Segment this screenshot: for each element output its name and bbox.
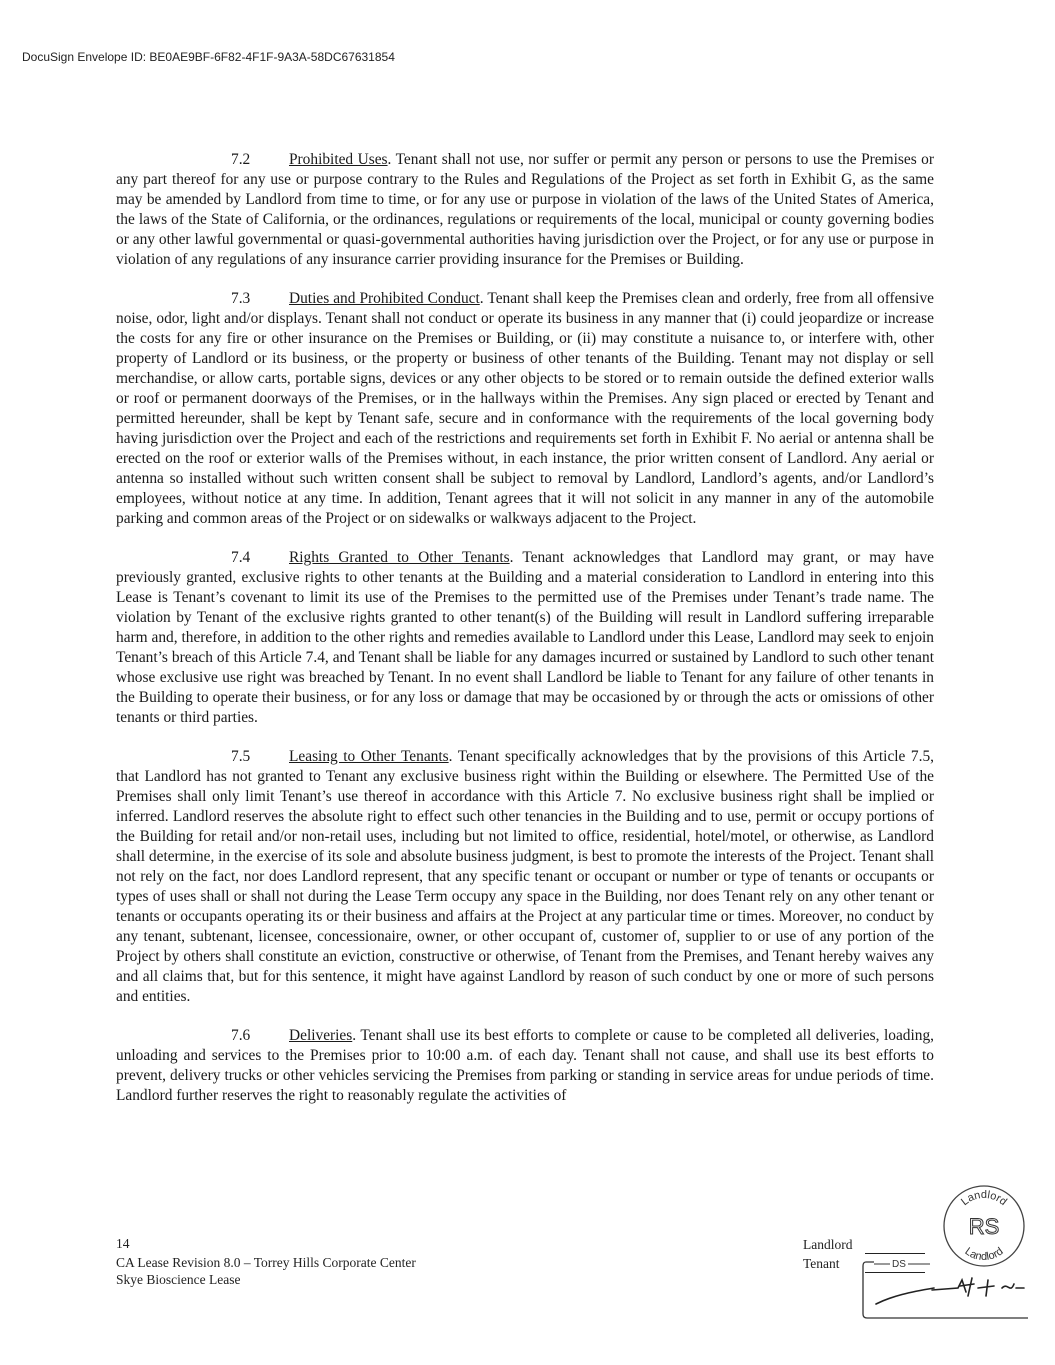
stamp-top-text: Landlord	[958, 1189, 1010, 1209]
signature-bracket	[863, 1262, 1028, 1318]
section-text: . Tenant shall keep the Premises clean and orderly, free from all offensive noise, odor, light and/or displays. Tenant shall not conduct or operate its business in any manner that (i) could jeopardize or increase the costs for any fire or other insurance on the Premises or Building, or (ii) may constitute a nuisance to, or interfere with, other property of Landlord or its business, or the property or business of other tenants of the Building. Tenant may not display or sell merchandise, or allow carts, portable signs, devices or any other objects to be stored or to remain outside the defined exterior walls or roof or permanent doorways of the Premises, or in the hallways within the Premises. Any sign placed or erected by Tenant and permitted hereunder, shall be kept by Tenant safe, secure and in conformance with the requirements of the local governing body having jurisdiction over the Project and each of the restrictions and requirements set forth in Exhibit F. No aerial or antenna shall be erected on the roof or exterior walls of the Premises without, in each instance, the prior written consent of Landlord. Any aerial or antenna so installed without such written consent shall be subject to removal by Landlord, Landlord’s agents, and/or Landlord’s employees, without notice at any time. In addition, Tenant agrees that it will not solicit in any manner in any of the automobile parking and common areas of the Project or on sidewalks or walkways adjacent to the Project.	[116, 290, 934, 527]
section-number: 7.5	[231, 748, 251, 765]
section-number: 7.4	[231, 549, 251, 566]
tenant-label: Tenant	[803, 1256, 840, 1271]
page-footer	[116, 1235, 416, 1288]
lease-name: Skye Bioscience Lease	[116, 1272, 241, 1287]
section-7-5	[116, 747, 934, 1007]
section-number: 7.3	[231, 290, 251, 307]
signature-box-label: DS	[892, 1259, 906, 1270]
lease-revision: CA Lease Revision 8.0 – Torrey Hills Corporate Center	[116, 1255, 416, 1270]
section-number: 7.2	[231, 151, 251, 168]
landlord-initial-line[interactable]	[865, 1241, 925, 1254]
section-heading: Rights Granted to Other Tenants	[289, 549, 510, 566]
section-text: . Tenant shall not use, nor suffer or permit any person or persons to use the Premises or any part thereof for any use or purpose contrary to the Rules and Regulations of the Project as set forth in Exhibit G, as the same may be amended by Landlord from time to time, or for any use or purpose in violation of the laws of the United States of America, the laws of the State of California, or the ordinances, regulations or requirements of the local, municipal or county governing bodies or any other lawful governmental or quasi-governmental authorities having jurisdiction over the Project, or for any use or purpose in violation of any regulations of any insurance carrier providing insurance for the Premises or Building.	[116, 151, 934, 268]
landlord-initials-stamp	[940, 1180, 1028, 1268]
section-7-4	[116, 548, 934, 728]
page-number: 14	[116, 1236, 130, 1251]
section-7-6	[116, 1026, 934, 1106]
section-heading: Leasing to Other Tenants	[289, 748, 449, 765]
stamp-bottom-text: Landlord	[962, 1245, 1006, 1263]
lease-body	[116, 150, 934, 1125]
signature-scribble	[876, 1278, 1024, 1304]
landlord-label: Landlord	[803, 1237, 853, 1252]
section-text: . Tenant acknowledges that Landlord may grant, or may have previously granted, exclusive rights to other tenants at the Building and a material consideration to Landlord in entering into this Lease is Tenant’s covenant to limit its use of the Premises to the permitted use of the Premises under Tenant’s trade name. The violation by Tenant of the exclusive rights granted to other tenant(s) of the Building will result in Landlord suffering irreparable harm and, therefore, in addition to the other rights and remedies available to Landlord under this Lease, Landlord may seek to enjoin Tenant’s breach of this Article 7.4, and Tenant shall be liable for any damages incurred or sustained by Landlord to such other tenant whose exclusive use right was breached by Tenant. In no event shall Landlord be liable to Tenant for any failure of other tenants in the Building to operate their business, or for any loss or damage that may be occasioned by or through the acts or omissions of other tenants or third parties.	[116, 549, 934, 726]
stamp-initials: RS	[968, 1214, 1000, 1239]
section-text: . Tenant shall use its best efforts to complete or cause to be completed all deliveries, loading, unloading and services to the Premises prior to 10:00 a.m. of each day. Tenant shall not cause, and shall use its best efforts to prevent, delivery trucks or other vehicles servicing the Premises from parking or standing in service areas for undue periods of time. Landlord further reserves the right to reasonably regulate the activities of	[116, 1027, 934, 1104]
section-7-3	[116, 289, 934, 529]
section-text: . Tenant specifically acknowledges that by the provisions of this Article 7.5, that Landlord has not granted to Tenant any exclusive business right within the Building or elsewhere. The Permitted Use of the Premises shall only limit Tenant’s use thereof in accordance with this Article 7. No exclusive business right shall be implied or inferred. Landlord reserves the absolute right to effect such other tenancies in the Building and to use, permit or occupy portions of the Building for retail and/or non-retail uses, including but not limited to office, residential, hotel/motel, or otherwise, as Landlord shall determine, in the exercise of its sole and absolute business judgment, is best to promote the interests of the Project. Tenant shall not rely on the fact, nor does Landlord represent, that any specific tenant or occupant or number or type of tenants or occupants or types of uses shall or shall not during the Lease Term occupy any space in the Building, nor does Tenant rely on any other tenant or tenants or occupants operating its or their business and affairs at the Project at any particular time or times. Moreover, no conduct by any tenant, subtenant, licensee, concessionaire, owner, or other occupant of, customer of, supplier to or use of any portion of the Project by others shall constitute an eviction, constructive or otherwise, of Tenant from the Premises, and Tenant hereby waives any and all claims that, but for this sentence, it might have against Landlord by reason of such conduct by one or more of such persons and entities.	[116, 748, 935, 1005]
section-7-2	[116, 150, 934, 270]
docusign-envelope-id: DocuSign Envelope ID: BE0AE9BF-6F82-4F1F-9A3A-58DC67631854	[22, 50, 395, 64]
section-heading: Duties and Prohibited Conduct	[289, 290, 480, 307]
landlord-initial-row	[803, 1235, 925, 1254]
section-heading: Deliveries	[289, 1027, 353, 1044]
section-heading: Prohibited Uses	[289, 151, 388, 168]
section-number: 7.6	[231, 1027, 251, 1044]
tenant-signature-box	[862, 1258, 1032, 1322]
